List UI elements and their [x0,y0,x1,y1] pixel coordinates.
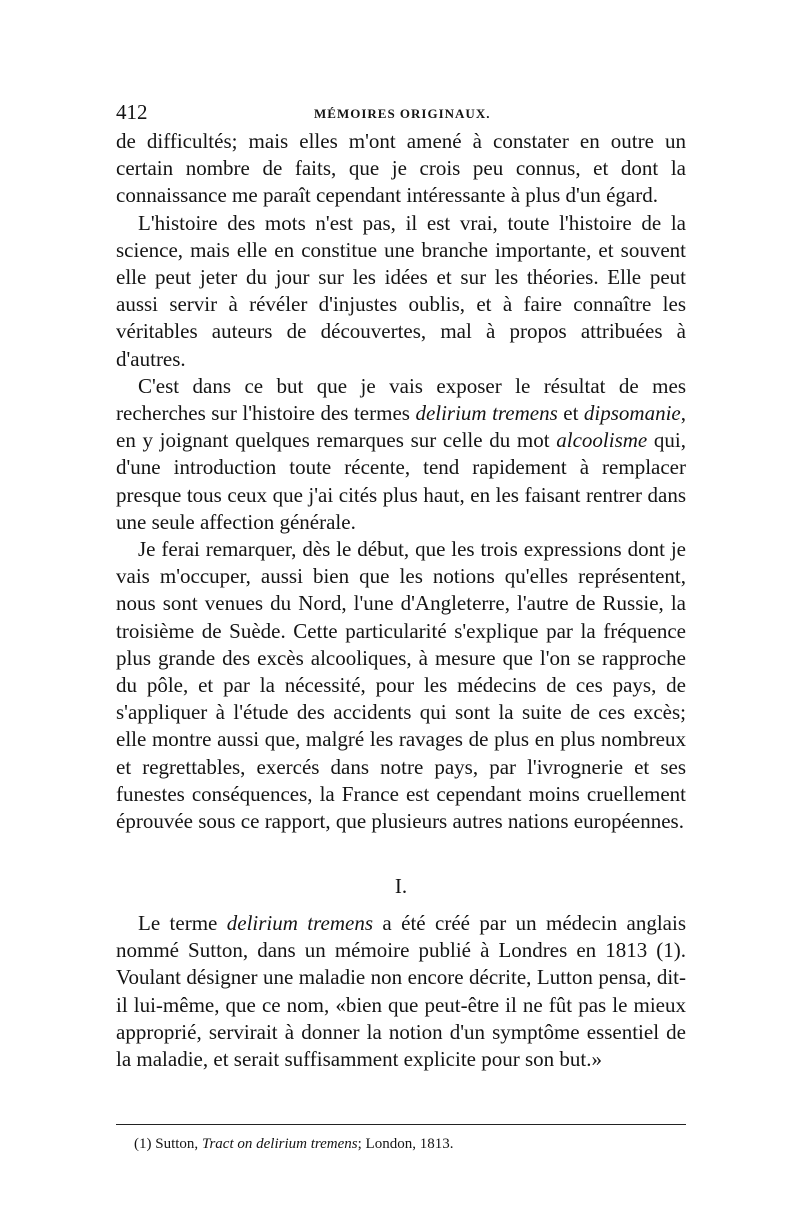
page-header [116,100,686,124]
footnote [134,1136,686,1153]
footnote-text-a: Sutton, [151,1136,202,1152]
paragraph-1: de difficultés; mais elles m'ont amené à constater en outre un certain nombre de faits, que je crois peu connus, et dont la connaissance me paraît cependant intéressante à plus d'un égard. [116,129,686,208]
paragraph-3-text-c: , en y joignant quelques remarques sur celle du mot [116,401,686,453]
footnote-title: Tract on delirium tremens [201,1136,358,1152]
paragraph-2: L'histoire des mots n'est pas, il est vrai, toute l'histoire de la science, mais elle en constitue une branche importante, et souvent elle peut jeter du jour sur les idées et sur les théories. Elle peut aussi servir à révéler d'injustes oublis, et à faire connaître les véritables auteurs de découvertes, mal à propos attribuées à d'autres. [116,210,686,371]
term-delirium-tremens-2: delirium tremens [226,911,374,935]
section-text [116,910,686,1073]
section-heading: I. [394,874,408,898]
footnote-divider [116,1124,686,1125]
paragraph-3-text-a: C'est dans ce but que je vais exposer le résultat de mes recherches sur l'histoire des termes [116,373,686,426]
section-paragraph-1-text-a: Le terme [138,911,227,935]
running-head: MÉMOIRES ORIGINAUX. [314,106,491,121]
term-alcoolisme: alcoolisme [556,428,648,453]
footnote-marker: (1) [134,1136,152,1152]
paragraph-3 [116,373,686,536]
term-delirium-tremens: delirium tremens [415,401,558,426]
paragraph-3-text-b: et [557,401,584,426]
term-dipsomanie: dipsomanie [583,401,681,426]
section-paragraph-1-text-b: a été créé par un médecin anglais nommé Sutton, dans un mémoire publié à Londres en 1813 (1). Voulant désigner une maladie non encore décrite, Lutton pensa, dit-il lui-même, que ce nom, «bien que peut-être il ne fût pas le mieux approprié, servirait à donner la notion d'un symptôme essentiel de la maladie, et serait suffisamment explicite pour son but.» [116,911,687,1072]
footnote-text-b: ; London, 1813. [357,1136,454,1152]
paragraph-3-text-d: qui, d'une introduction toute récente, tend rapidement à remplacer presque tous ceux que j'ai cités plus haut, en les faisant rentrer dans une seule affection générale. [116,428,686,534]
section-paragraph-1 [116,910,686,1073]
paragraph-4: Je ferai remarquer, dès le début, que les trois expressions dont je vais m'occuper, aussi bien que les notions qu'elles représentent, nous sont venues du Nord, l'une d'Angleterre, l'autre de Russie, la troisième de Suède. Cette particularité s'explique par la fréquence plus grande des excès alcooliques, à mesure que l'on se rapproche du pôle, et par la nécessité, pour les médecins de ces pays, de s'appliquer à l'étude des accidents qui sont la suite de ces excès; elle montre aussi que, malgré les ravages de plus en plus nombreux et regrettables, exercés dans notre pays, par l'ivrognerie et ses funestes conséquences, la France est cependant moins cruellement éprouvée sous ce rapport, que plusieurs autres nations européennes. [116,537,686,834]
body-text [116,128,686,835]
page-number: 412 [116,100,148,124]
